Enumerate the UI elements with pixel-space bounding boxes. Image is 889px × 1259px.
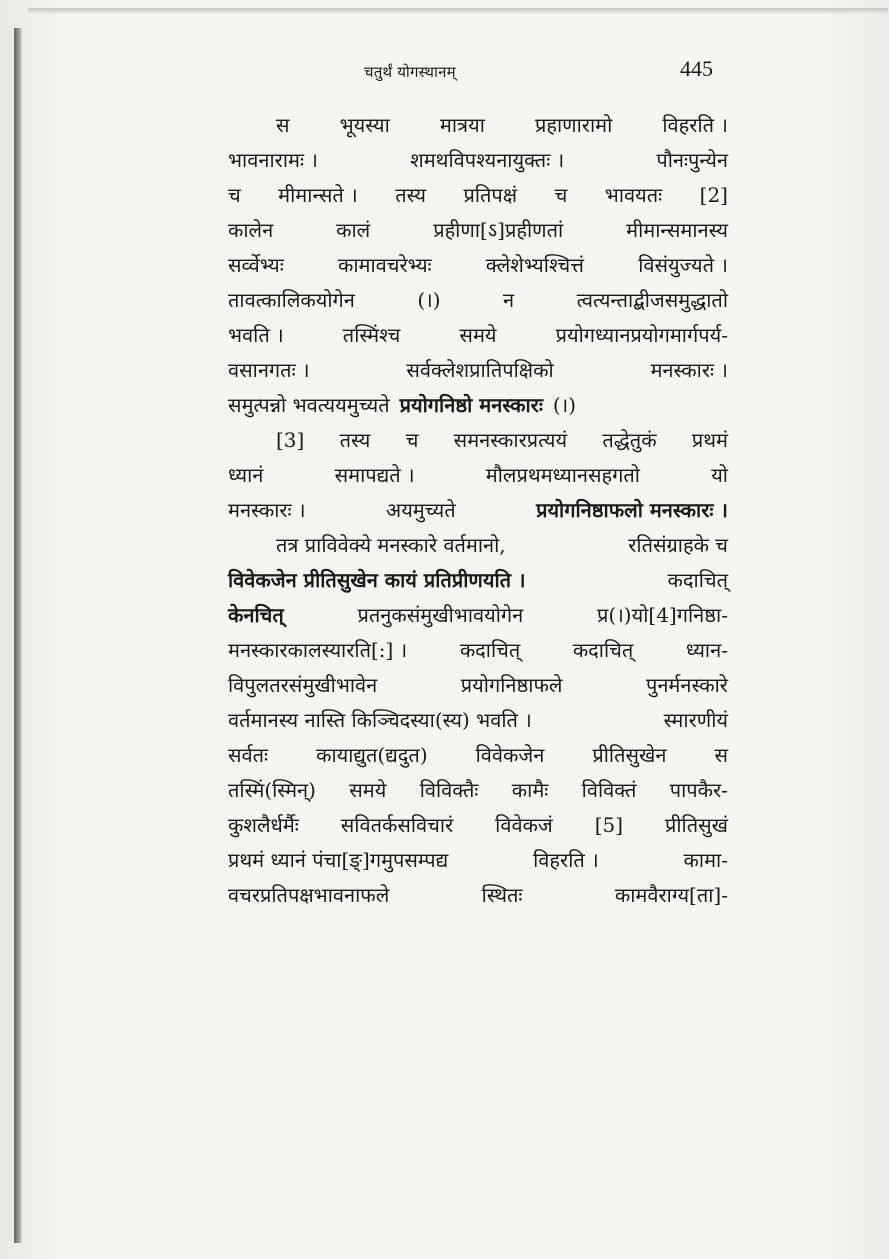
word: विहरति । [533, 848, 599, 872]
word: समये [459, 323, 497, 347]
word: तावत्कालिकयोगेन [228, 288, 355, 312]
bold-term: प्रयोगनिष्ठो मनस्कारः [399, 393, 543, 417]
word: [2] [699, 183, 728, 207]
word: वर्तमानस्य नास्ति किञ्चिदस्या(स्य) भवति । [228, 708, 532, 732]
word: सर्व्वेभ्यः [228, 253, 284, 277]
word: सर्वतः [228, 743, 269, 767]
word: भावनारामः । [228, 148, 318, 172]
word: कदाचित् [459, 638, 521, 662]
text-line [228, 353, 728, 388]
word: वचरप्रतिपक्षभावनाफले [228, 883, 390, 907]
word: समनस्कारप्रत्ययं [453, 428, 568, 452]
word: प्रतनुकसंमुखीभावयोगेन [357, 603, 524, 627]
word: कामा- [683, 848, 728, 872]
word: भावयतः [604, 183, 663, 207]
word: स [276, 113, 290, 137]
binding-shadow [14, 28, 22, 1243]
word: विविक्तं [581, 778, 637, 802]
text-line [228, 283, 728, 318]
word: मात्रया [439, 113, 485, 137]
word: क्लेशेभ्यश्चित्तं [485, 253, 584, 277]
word: तस्मिंश्च [342, 323, 401, 347]
word: ध्यान- [685, 638, 728, 662]
word: कायाद्युत(द्यदुत) [316, 743, 428, 767]
word: कदाचित् [572, 638, 634, 662]
text-line [228, 808, 728, 843]
word: त्वत्यन्ताद्बीजसमुद्धातो [576, 288, 728, 312]
word: मौलप्रथमध्यानसहगतो [485, 463, 640, 487]
word: समये [349, 778, 387, 802]
running-head: चतुर्थं योगस्थानम् [364, 63, 456, 81]
word: च [228, 183, 241, 207]
text-line [228, 598, 728, 633]
word: [3] [276, 428, 305, 452]
word: यो [711, 463, 728, 487]
text-line [228, 423, 728, 458]
word: प्रीतिसुखेन [592, 743, 667, 767]
bold-term: विवेकजेन प्रीतिसुखेन कायं प्रतिप्रीणयति । [228, 568, 526, 592]
text-line [228, 668, 728, 703]
word: प्रथमं ध्यानं पंचा[ङ्]गमुपसम्पद्य [228, 848, 449, 872]
word: समुत्पन्नो भवत्ययमुच्यते [228, 393, 390, 417]
word: सवितर्कसविचारं [340, 813, 454, 837]
word: शमथविपश्यनायुक्तः । [410, 148, 565, 172]
page-top-edge [28, 8, 888, 14]
word: तत्र प्राविवेक्ये मनस्कारे वर्तमानो, [276, 533, 506, 557]
word: वसानगतः । [228, 358, 310, 382]
word: (।) [417, 288, 441, 312]
word: प्रहाणारामो [534, 113, 613, 137]
word: अयमुच्यते [385, 498, 456, 522]
word: तस्मिं(स्मिन्) [228, 778, 316, 802]
word: प्रयोगनिष्ठाफले [460, 673, 563, 697]
word: मीमान्समानस्य [626, 218, 728, 242]
body-text [228, 108, 728, 913]
word: पुनर्मनस्कारे [645, 673, 728, 697]
text-line [228, 318, 728, 353]
word: सर्वक्लेशप्रातिपक्षिको [406, 358, 554, 382]
word: कामवैराग्य[ता]- [614, 883, 728, 907]
page-number: 445 [680, 56, 713, 81]
word: रतिसंग्राहके च [628, 533, 728, 557]
word: कालेन [228, 218, 274, 242]
word: स [714, 743, 728, 767]
text-line [228, 773, 728, 808]
bold-term: केनचित् [228, 603, 284, 627]
word: प्रथमं [691, 428, 728, 452]
text-line [228, 213, 728, 248]
text-line [228, 528, 728, 563]
word: भूयस्या [339, 113, 390, 137]
word: प्रतिपक्षं [463, 183, 518, 207]
word: विसंयुज्यते । [638, 253, 728, 277]
word: तस्य [339, 428, 371, 452]
text-line [228, 143, 728, 178]
word: मीमान्सते । [278, 183, 358, 207]
text-line [228, 563, 728, 598]
text-line [228, 458, 728, 493]
word: विविक्तैः [419, 778, 479, 802]
word: [5] [594, 813, 624, 837]
text-line [228, 738, 728, 773]
text-line [228, 108, 728, 143]
word: विवेकजं [495, 813, 553, 837]
word: कालं [336, 218, 371, 242]
word: मनस्कारः । [650, 358, 728, 382]
text-line [228, 178, 728, 213]
word: च [554, 183, 568, 207]
text-line [228, 843, 728, 878]
word: मनस्कारः । [228, 498, 306, 522]
text-line [228, 703, 728, 738]
word: प्रयोगध्यानप्रयोगमार्गपर्य- [555, 323, 728, 347]
word: प्र(।)यो[4]गनिष्ठा- [597, 603, 728, 627]
word: कुशलैर्धर्मैः [228, 813, 299, 837]
word: विवेकजेन [475, 743, 545, 767]
word: ध्यानं [228, 463, 264, 487]
word: भवति । [228, 323, 284, 347]
word: तद्धेतुकं [602, 428, 657, 452]
word: पौनःपुन्येन [656, 148, 728, 172]
text-line [228, 493, 728, 528]
word: च [405, 428, 419, 452]
text-line [228, 633, 728, 668]
word: तस्य [395, 183, 426, 207]
word: स्थितः [481, 883, 523, 907]
text-line [228, 878, 728, 913]
word: प्रहीणा[ऽ]प्रहीणतां [433, 218, 564, 242]
word: मनस्कारकालस्यारति[:] । [228, 638, 408, 662]
word: (।) [552, 393, 577, 417]
word: कदाचित् [667, 568, 728, 592]
word: प्रीतिसुखं [664, 813, 728, 837]
word: विपुलतरसंमुखीभावेन [228, 673, 378, 697]
word: कामावचरेभ्यः [337, 253, 432, 277]
word: विहरति । [662, 113, 728, 137]
text-line [228, 388, 728, 423]
word: समापद्यते । [334, 463, 415, 487]
word: पापकैर- [669, 778, 728, 802]
text-line [228, 248, 728, 283]
word: न [503, 288, 515, 312]
word: स्मारणीयं [663, 708, 728, 732]
bold-term: प्रयोगनिष्ठाफलो मनस्कारः । [536, 498, 728, 522]
word: कामैः [511, 778, 549, 802]
